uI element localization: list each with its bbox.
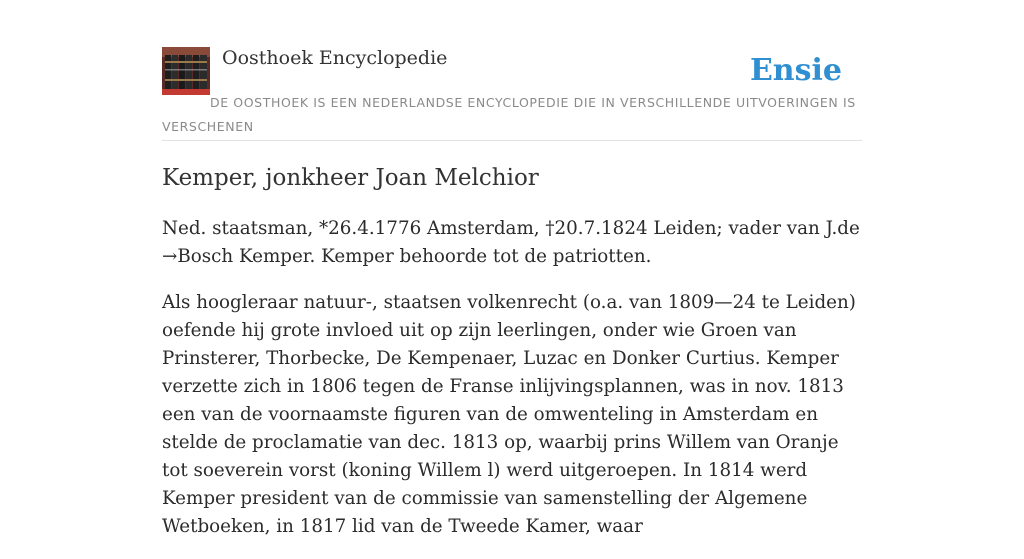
source-header <box>162 46 862 141</box>
article-paragraph: Ned. staatsman, *26.4.1776 Amsterdam, †20.7.1824 Leiden; vader van J.de →Bosch Kemper. Kemper behoorde tot de patriotten. <box>162 218 860 267</box>
article-title: Kemper, jonkheer Joan Melchior <box>162 165 539 191</box>
ensie-logo[interactable]: Ensie <box>749 53 842 88</box>
source-name[interactable]: Oosthoek Encyclopedie <box>222 47 448 69</box>
source-tagline: DE OOSTHOEK IS EEN NEDERLANDSE ENCYCLOPEDIE DIE IN VERSCHILLENDE UITVOERINGEN IS VERSCHENEN <box>162 95 856 134</box>
article-paragraph: Als hoogleraar natuur-, staatsen volkenrecht (o.a. van 1809—24 te Leiden) oefende hij grote invloed uit op zijn leerlingen, onder wie Groen van Prinsterer, Thorbecke, De Kempenaer, Luzac en Donker Curtius. Kemper verzette zich in 1806 tegen de Franse inlijvingsplannen, was in nov. 1813 een van de voornaamste figuren van de omwenteling in Amsterdam en stelde de proclamatie van dec. 1813 op, waarbij prins Willem van Oranje tot soeverein vorst (koning Willem l) werd uitgeroepen. In 1814 werd Kemper president van de commissie van samenstelling der Algemene Wetboeken, in 1817 lid van de Tweede Kamer, waar <box>162 292 856 537</box>
encyclopedia-books-icon[interactable] <box>162 47 210 95</box>
article-body <box>162 215 866 559</box>
